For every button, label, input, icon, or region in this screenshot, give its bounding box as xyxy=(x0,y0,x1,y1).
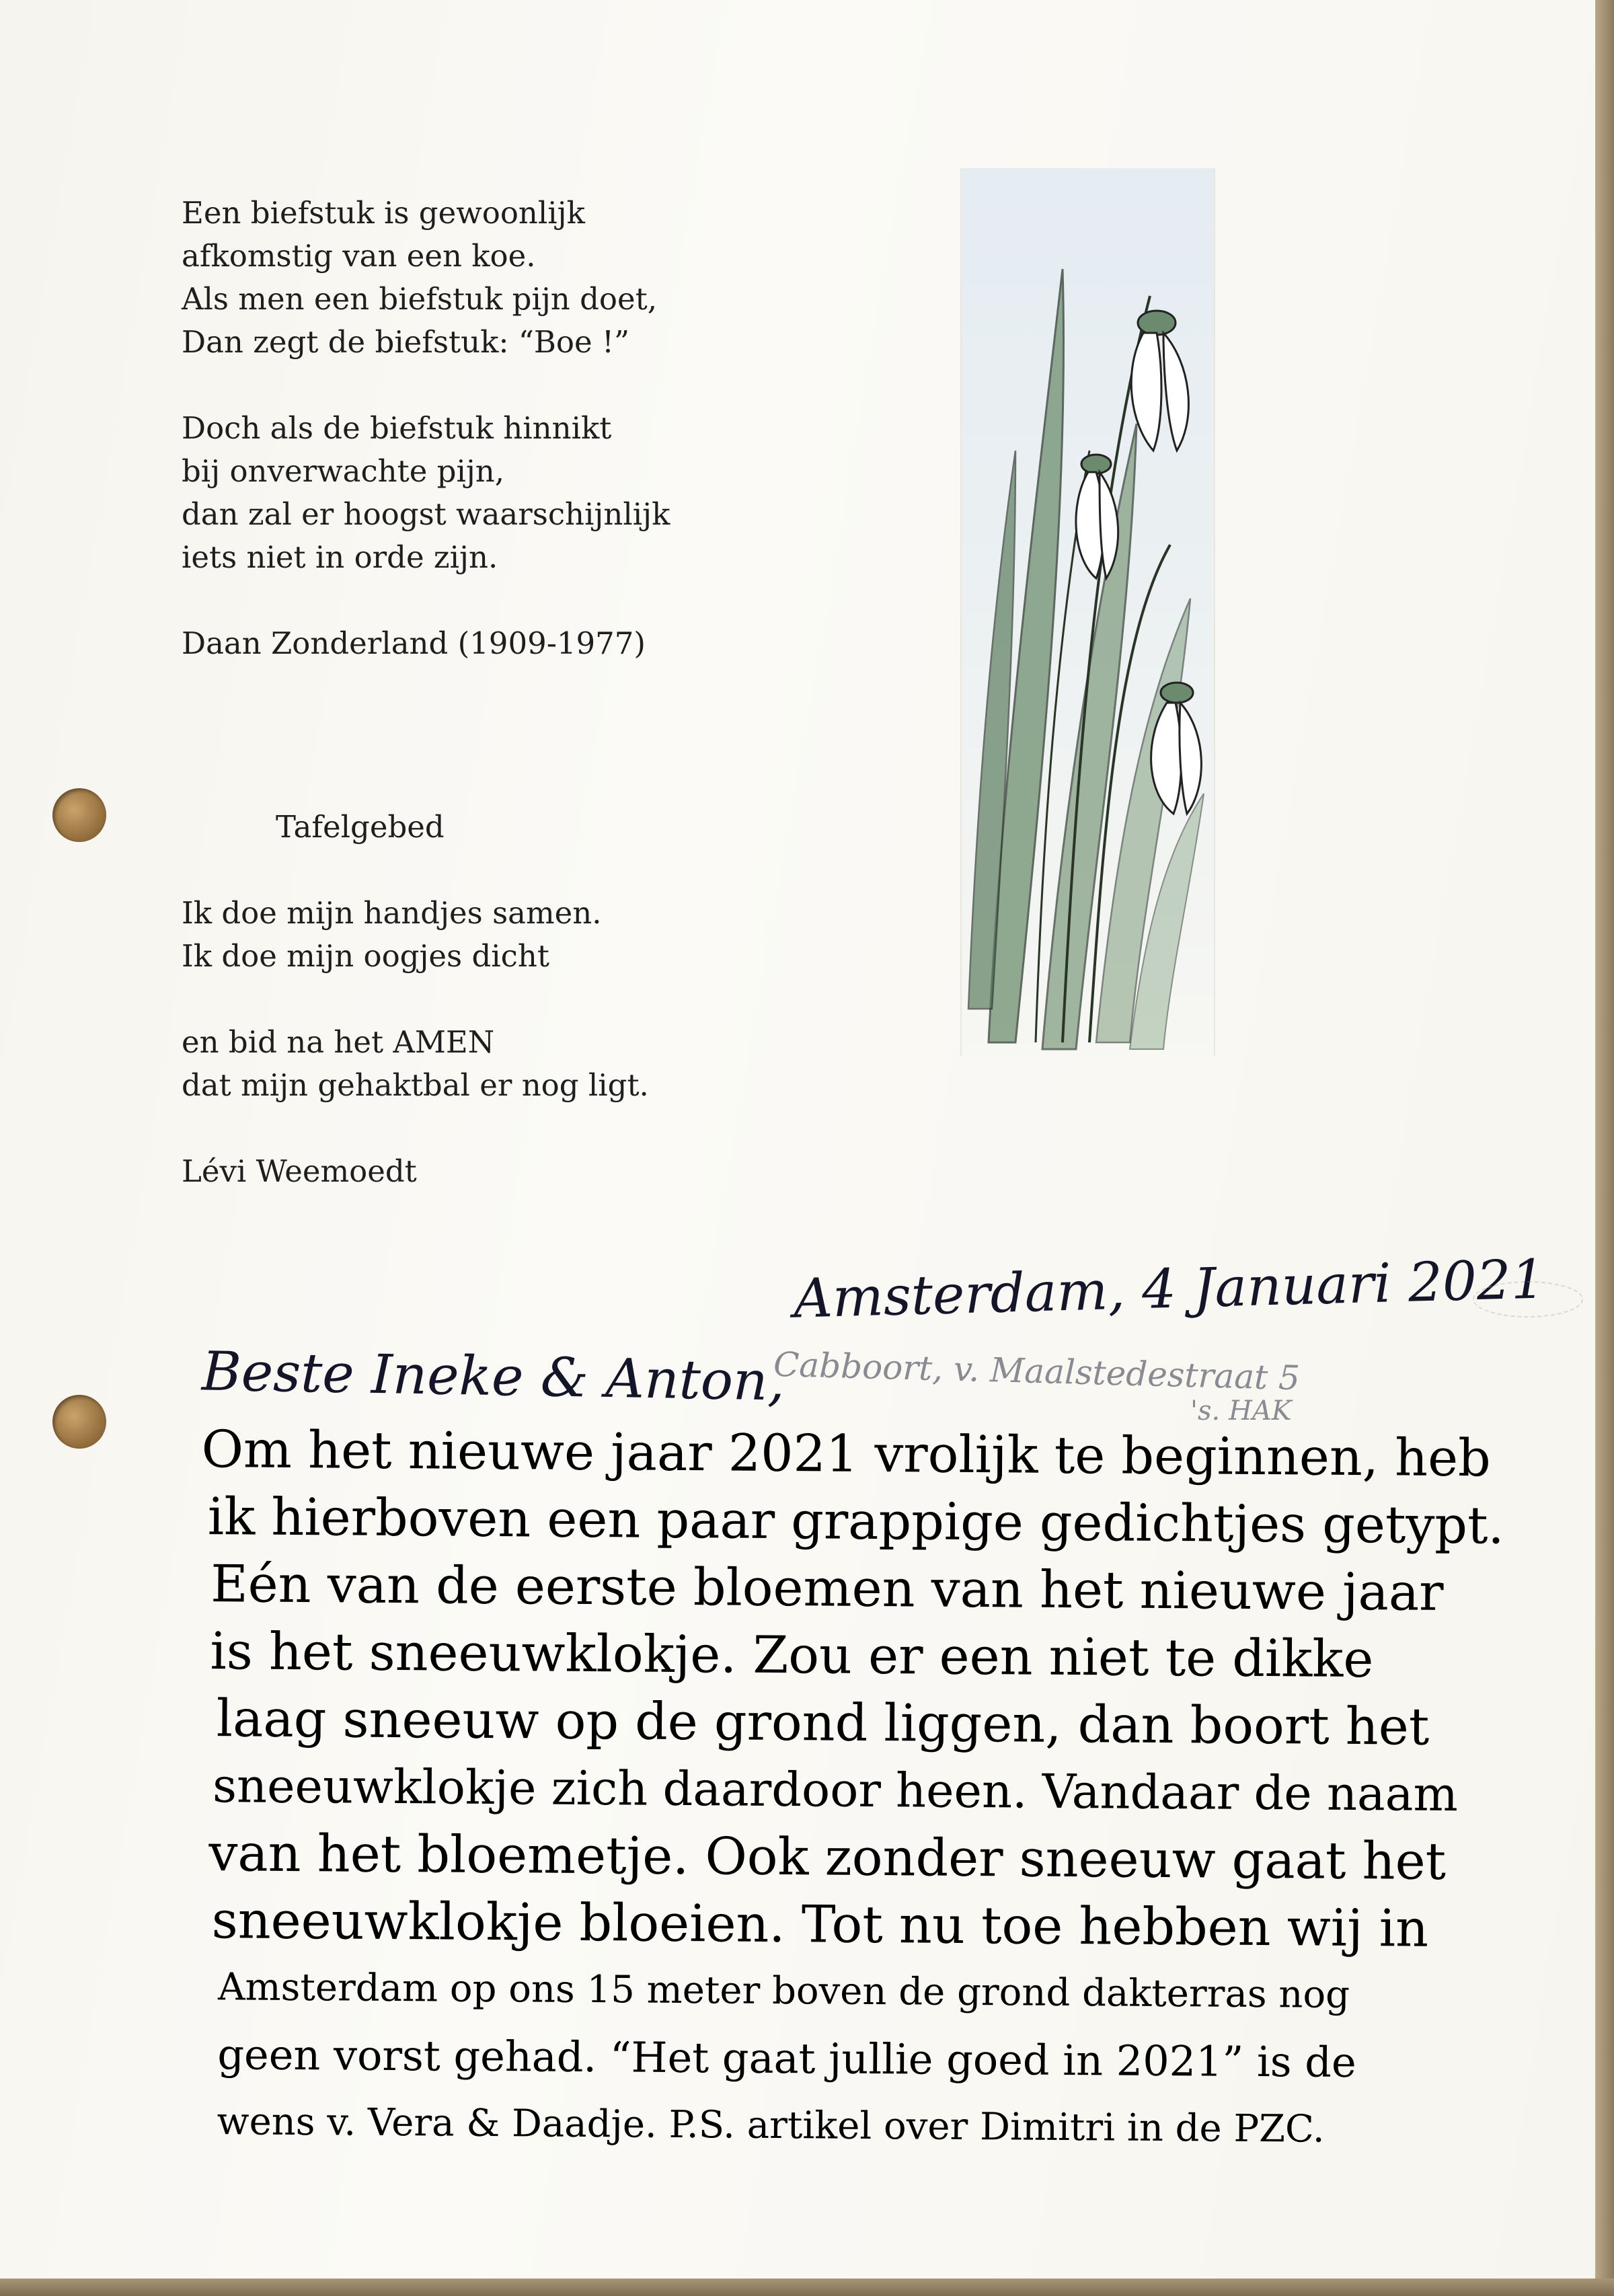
letter-address-code: 's. HAK xyxy=(1190,1395,1292,1426)
poem1-line: Als men een biefstuk pijn doet, xyxy=(182,281,657,317)
poem1-line: bij onverwachte pijn, xyxy=(182,453,505,489)
poem1-line: iets niet in orde zijn. xyxy=(182,539,498,575)
poem1-line: Dan zegt de biefstuk: “Boe !” xyxy=(182,324,630,360)
poem-biefstuk xyxy=(182,192,670,665)
snowdrop-drawing xyxy=(962,168,1214,1056)
poem2-line: dat mijn gehaktbal er nog ligt. xyxy=(182,1067,649,1103)
letter-body xyxy=(196,1416,1560,2165)
letter-body-line: Om het nieuwe jaar 2021 vrolijk te beginnen, heb xyxy=(201,1419,1492,1488)
letter-body-line: van het bloemetje. Ook zonder sneeuw gaat het xyxy=(208,1823,1447,1891)
binder-hole-bottom xyxy=(52,1395,106,1449)
letter-body-line: geen vorst gehad. “Het gaat jullie goed in 2021” is de xyxy=(217,2030,1356,2088)
pencil-smudge xyxy=(1473,1281,1583,1317)
poem-tafelgebed xyxy=(182,806,649,1193)
poem2-line: Ik doe mijn oogjes dicht xyxy=(182,938,549,974)
binder-hole-top xyxy=(52,788,106,842)
poem1-author: Daan Zonderland (1909-1977) xyxy=(182,625,646,661)
poem2-author: Lévi Weemoedt xyxy=(182,1153,417,1189)
letter-salutation: Beste Ineke & Anton, xyxy=(201,1340,785,1413)
snowdrop-illustration xyxy=(960,168,1215,1056)
poem1-line: Doch als de biefstuk hinnikt xyxy=(182,410,612,446)
desk-edge-right xyxy=(1595,0,1614,2296)
letter-place-date: Amsterdam, 4 Januari 2021 xyxy=(792,1248,1546,1330)
letter-body-line: sneeuwklokje bloeien. Tot nu toe hebben wij in xyxy=(211,1890,1429,1958)
poem1-line: Een biefstuk is gewoonlijk xyxy=(182,195,585,231)
poem2-line: Ik doe mijn handjes samen. xyxy=(182,895,602,931)
desk-edge-bottom xyxy=(0,2279,1614,2296)
poem1-line: afkomstig van een koe. xyxy=(182,238,536,274)
poem2-line: en bid na het AMEN xyxy=(182,1024,495,1060)
letter-body-line: ik hierboven een paar grappige gedichtjes getypt. xyxy=(207,1486,1505,1556)
letter-body-line: laag sneeuw op de grond liggen, dan boort het xyxy=(216,1688,1430,1757)
letter-body-line: Amsterdam op ons 15 meter boven de grond dakterras nog xyxy=(217,1965,1350,2017)
poem1-line: dan zal er hoogst waarschijnlijk xyxy=(182,496,670,532)
letter-body-line: sneeuwklokje zich daardoor heen. Vandaar de naam xyxy=(212,1758,1459,1823)
letter-body-line: Eén van de eerste bloemen van het nieuwe jaar xyxy=(210,1554,1444,1622)
letter-body-line: wens v. Vera & Daadje. P.S. artikel over Dimitri in de PZC. xyxy=(217,2100,1325,2151)
letter-body-line: is het sneeuwklokje. Zou er een niet te dikke xyxy=(210,1621,1374,1689)
poem2-title: Tafelgebed xyxy=(276,809,445,845)
letter-address-note: Cabboort, v. Maalstedestraat 5 xyxy=(773,1344,1301,1398)
